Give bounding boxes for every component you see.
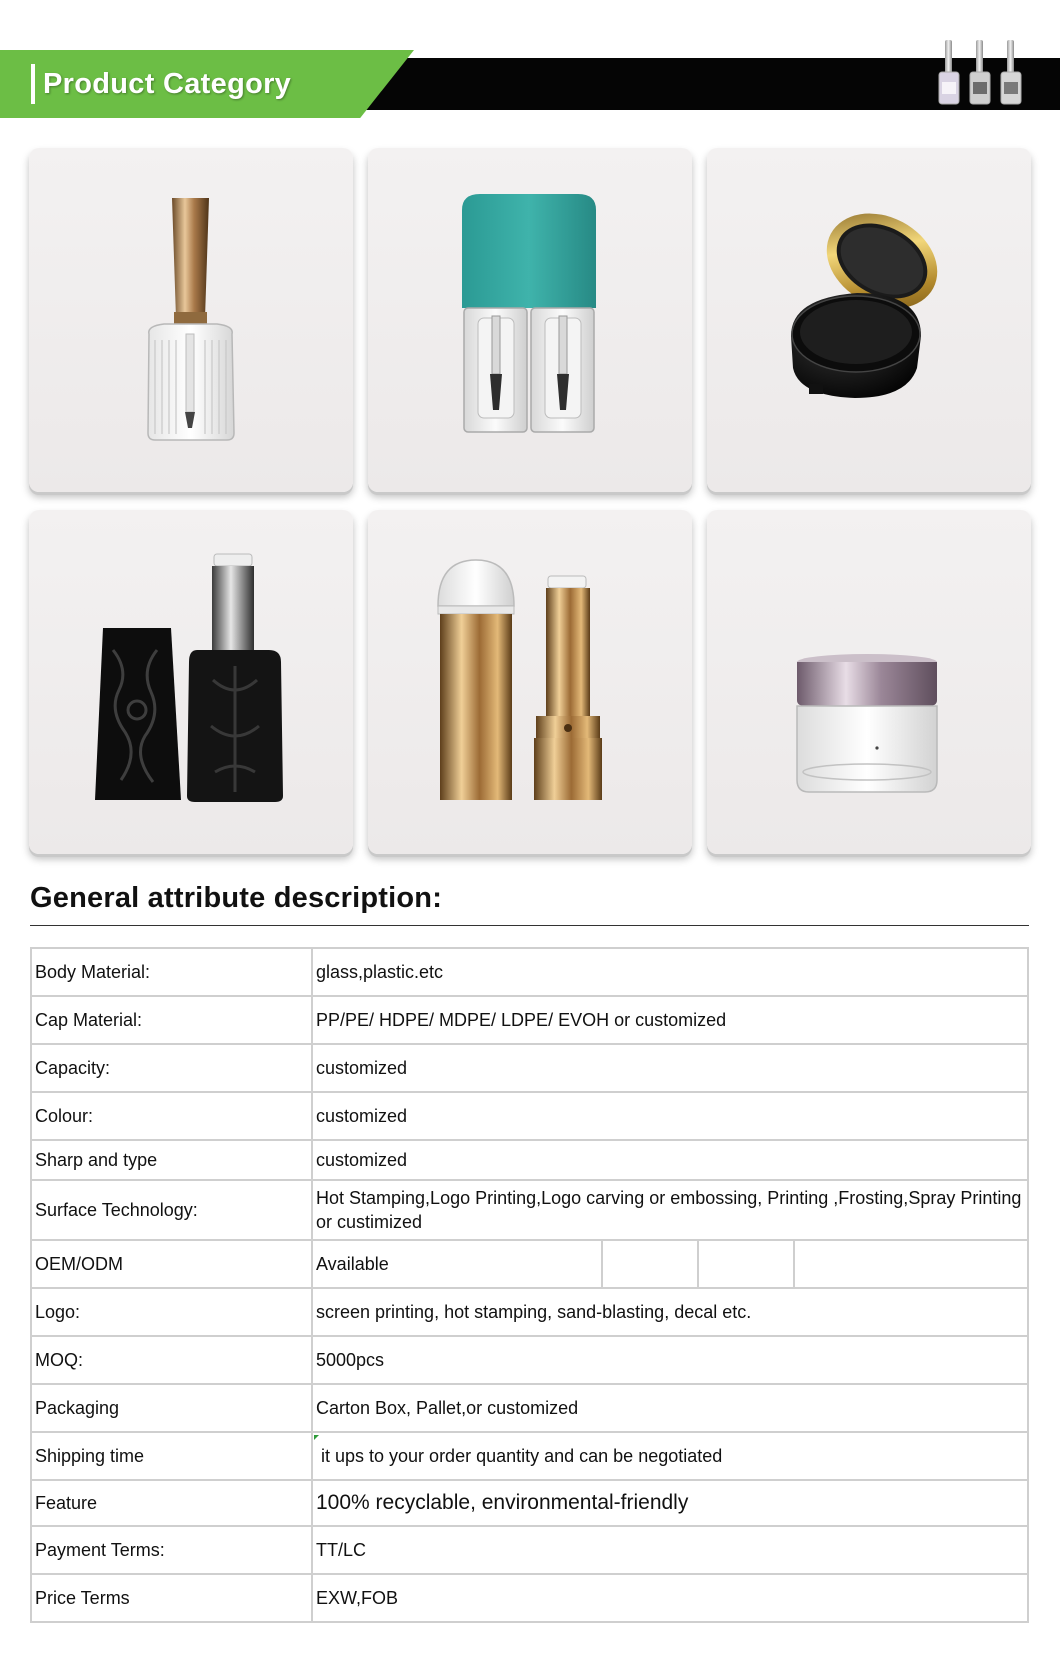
cream-jar-icon bbox=[707, 510, 1031, 854]
row-value: glass,plastic.etc bbox=[313, 949, 1029, 995]
product-category-banner bbox=[0, 0, 1060, 125]
table-row-packaging bbox=[30, 1385, 1029, 1433]
table-row-body-material bbox=[30, 947, 1029, 997]
row-value-split bbox=[313, 1241, 1029, 1287]
carved-lipstick-icon bbox=[29, 510, 353, 854]
row-value: Available bbox=[313, 1241, 603, 1287]
row-value: customized bbox=[313, 1141, 1029, 1179]
row-label: Payment Terms: bbox=[30, 1527, 313, 1573]
table-row-logo bbox=[30, 1289, 1029, 1337]
row-value: TT/LC bbox=[313, 1527, 1029, 1573]
empty-cell bbox=[795, 1241, 1027, 1287]
table-row-moq bbox=[30, 1337, 1029, 1385]
row-value: it ups to your order quantity and can be negotiated bbox=[313, 1433, 1029, 1479]
row-label: MOQ: bbox=[30, 1337, 313, 1383]
row-value: EXW,FOB bbox=[313, 1575, 1029, 1621]
product-card-5[interactable] bbox=[368, 510, 692, 854]
row-value: Hot Stamping,Logo Printing,Logo carving or embossing, Printing ,Frosting,Spray Printing or custimized bbox=[313, 1181, 1029, 1239]
title-divider bbox=[30, 925, 1029, 926]
row-label: Feature bbox=[30, 1481, 313, 1525]
row-label: Price Terms bbox=[30, 1575, 313, 1621]
row-value: customized bbox=[313, 1093, 1029, 1139]
row-label: Colour: bbox=[30, 1093, 313, 1139]
cushion-compact-icon bbox=[707, 148, 1031, 492]
product-card-3[interactable] bbox=[707, 148, 1031, 492]
table-row-colour bbox=[30, 1093, 1029, 1141]
dual-bottle-teal-cap-icon bbox=[368, 148, 692, 492]
table-row-oem-odm bbox=[30, 1241, 1029, 1289]
empty-cell bbox=[603, 1241, 699, 1287]
striped-glass-bottle-icon bbox=[29, 148, 353, 492]
row-label: Packaging bbox=[30, 1385, 313, 1431]
product-card-6[interactable] bbox=[707, 510, 1031, 854]
table-row-capacity bbox=[30, 1045, 1029, 1093]
table-row-shipping-time bbox=[30, 1433, 1029, 1481]
row-label: Cap Material: bbox=[30, 997, 313, 1043]
table-row-price-terms bbox=[30, 1575, 1029, 1623]
product-card-2[interactable] bbox=[368, 148, 692, 492]
attributes-table bbox=[30, 947, 1029, 1623]
row-value: PP/PE/ HDPE/ MDPE/ LDPE/ EVOH or customized bbox=[313, 997, 1029, 1043]
gold-lipstick-tubes-icon bbox=[368, 510, 692, 854]
product-card-1[interactable] bbox=[29, 148, 353, 492]
banner-title: Product Category bbox=[43, 68, 292, 100]
row-label: Shipping time bbox=[30, 1433, 313, 1479]
table-row-sharp-and-type bbox=[30, 1141, 1029, 1181]
empty-cell bbox=[699, 1241, 795, 1287]
table-row-cap-material bbox=[30, 997, 1029, 1045]
row-label: Capacity: bbox=[30, 1045, 313, 1091]
row-value: 5000pcs bbox=[313, 1337, 1029, 1383]
nail-polish-bottles-icon bbox=[937, 38, 1032, 108]
row-value: customized bbox=[313, 1045, 1029, 1091]
row-label: Sharp and type bbox=[30, 1141, 313, 1179]
table-row-feature bbox=[30, 1481, 1029, 1527]
table-row-payment-terms bbox=[30, 1527, 1029, 1575]
row-label: Surface Technology: bbox=[30, 1181, 313, 1239]
table-row-surface-technology bbox=[30, 1181, 1029, 1241]
row-label: OEM/ODM bbox=[30, 1241, 313, 1287]
row-value: screen printing, hot stamping, sand-blasting, decal etc. bbox=[313, 1289, 1029, 1335]
banner-accent-bar bbox=[31, 64, 35, 104]
row-label: Body Material: bbox=[30, 949, 313, 995]
product-card-4[interactable] bbox=[29, 510, 353, 854]
green-corner-mark bbox=[314, 1435, 319, 1440]
row-value: 100% recyclable, environmental-friendly bbox=[313, 1481, 1029, 1525]
attributes-title: General attribute description: bbox=[30, 882, 443, 914]
row-label: Logo: bbox=[30, 1289, 313, 1335]
row-value: Carton Box, Pallet,or customized bbox=[313, 1385, 1029, 1431]
